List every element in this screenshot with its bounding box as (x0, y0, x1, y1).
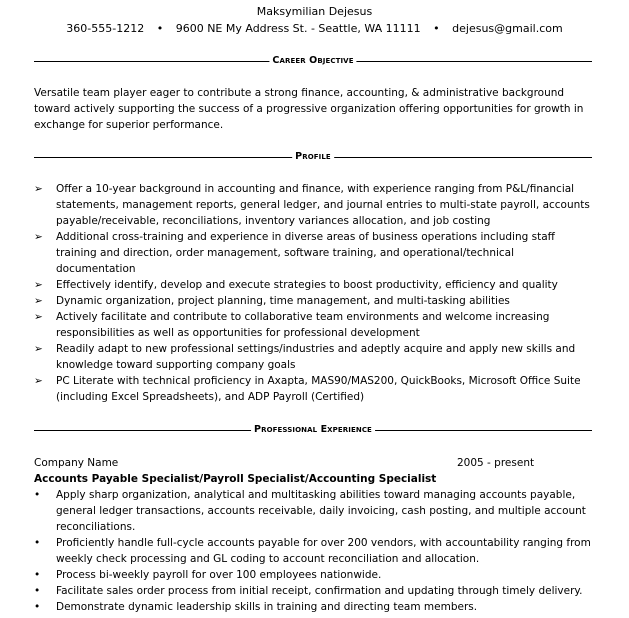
list-item-text: Offer a 10-year background in accounting and finance, with experience ranging from P&L/financial statements, management reports, general ledger, and journal entries to multi-state payroll, accounts payable/receivable, reconciliations, inventory variances allocation, and job costing (56, 183, 590, 227)
section-title: Professional Experience (251, 423, 375, 437)
company-name: Company Name (34, 457, 119, 469)
section-title: Career Objective (269, 54, 356, 68)
arrow-bullet-icon: ➢ (34, 311, 43, 323)
professional-experience-heading (34, 423, 592, 437)
list-item-text: Effectively identify, develop and execute strategies to boost productivity, efficiency and quality (56, 279, 558, 291)
career-objective-heading (34, 54, 592, 68)
list-item (34, 181, 594, 229)
list-item (34, 229, 594, 277)
street-address: 9600 NE My Address St. - Seattle, WA 11111 (175, 22, 421, 35)
list-item-text: Demonstrate dynamic leadership skills in training and directing team members. (56, 601, 478, 613)
employment-dates: 2005 - present (457, 457, 535, 469)
phone-number: 360-555-1212 (66, 22, 145, 35)
separator-bullet: • (433, 22, 440, 35)
career-objective-text: Versatile team player eager to contribute a strong finance, accounting, & administrative background toward actively supporting the success of a progressive organization offering opportunities for growth in exchange for superior performance. (34, 87, 584, 131)
bullet-icon: • (34, 537, 41, 549)
list-item (34, 487, 594, 535)
job-title: Accounts Payable Specialist/Payroll Specialist/Accounting Specialist (34, 473, 437, 485)
arrow-bullet-icon: ➢ (34, 295, 43, 307)
list-item (34, 341, 594, 373)
contact-line (0, 21, 629, 37)
list-item (34, 293, 594, 309)
list-item-text: PC Literate with technical proficiency in Axapta, MAS90/MAS200, QuickBooks, Microsoft Office Suite (including Excel Spreadsheets), and ADP Payroll (Certified) (56, 375, 581, 403)
arrow-bullet-icon: ➢ (34, 343, 43, 355)
list-item (34, 535, 594, 567)
list-item-text: Dynamic organization, project planning, time management, and multi-tasking abilities (56, 295, 510, 307)
list-item-text: Apply sharp organization, analytical and multitasking abilities toward managing accounts payable, general ledger transactions, accounts receivable, daily invoicing, cash posting, and multiple account reconciliations. (56, 489, 586, 533)
list-item (34, 373, 594, 405)
list-item (34, 309, 594, 341)
arrow-bullet-icon: ➢ (34, 375, 43, 387)
arrow-bullet-icon: ➢ (34, 279, 43, 291)
list-item-text: Actively facilitate and contribute to collaborative team environments and welcome increasing responsibilities as well as opportunities for professional development (56, 311, 550, 339)
separator-bullet: • (156, 22, 164, 35)
bullet-icon: • (34, 489, 41, 501)
arrow-bullet-icon: ➢ (34, 231, 43, 243)
email-address: dejesus@gmail.com (452, 22, 563, 35)
list-item-text: Additional cross-training and experience in diverse areas of business operations including staff training and direction, order management, software training, and operational/technical documentation (56, 231, 555, 275)
section-title: Profile (292, 150, 334, 164)
experience-list (34, 487, 594, 615)
list-item-text: Process bi-weekly payroll for over 100 employees nationwide. (56, 569, 382, 581)
list-item-text: Readily adapt to new professional settings/industries and adeptly acquire and apply new skills and knowledge toward supporting company goals (56, 343, 576, 371)
profile-list (34, 181, 594, 405)
candidate-name: Maksymilian Dejesus (256, 5, 373, 18)
list-item (34, 583, 594, 599)
list-item (34, 567, 594, 583)
bullet-icon: • (34, 569, 41, 581)
profile-heading (34, 150, 592, 164)
list-item-text: Facilitate sales order process from initial receipt, confirmation and updating through timely delivery. (56, 585, 583, 597)
list-item-text: Proficiently handle full-cycle accounts payable for over 200 vendors, with accountability ranging from weekly check processing and GL coding to account reconciliation and allocation. (56, 537, 591, 565)
arrow-bullet-icon: ➢ (34, 183, 43, 195)
list-item (34, 599, 594, 615)
bullet-icon: • (34, 601, 41, 613)
bullet-icon: • (34, 585, 41, 597)
list-item (34, 277, 594, 293)
job-header (34, 455, 594, 471)
